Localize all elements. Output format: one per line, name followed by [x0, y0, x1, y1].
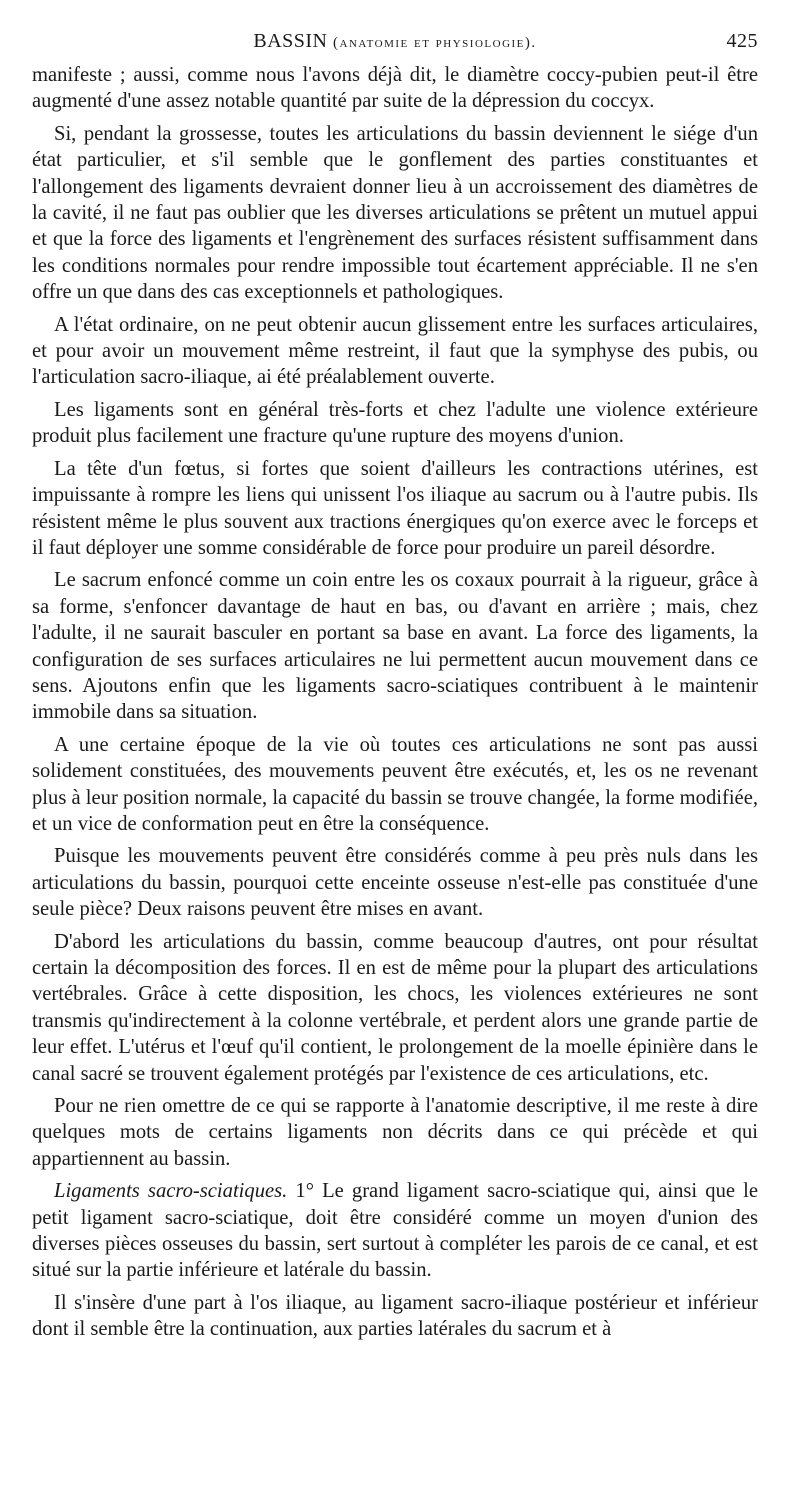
section-heading: Ligaments sacro-sciatiques. [54, 1180, 288, 1203]
body-text [32, 62, 758, 1343]
paragraph: Il s'insère d'une part à l'os iliaque, au ligament sacro-iliaque postérieur et inférieur dont il semble être la continuation, aux parties latérales du sacrum et à [32, 1291, 758, 1341]
paragraph-text: 1° Le grand ligament sacro-sciatique qui, ainsi que le petit ligament sacro-sciatique, doit être considéré comme un moyen d'union des diverses pièces osseuses du bassin, sert surtout à compléter les parois de ce canal, et est situé sur la partie inférieure et latérale du bassin. [32, 1180, 758, 1282]
ligaments-paragraph [32, 1178, 758, 1284]
paragraph: A une certaine époque de la vie où toutes ces articulations ne sont pas aussi solidement constituées, des mouvements peuvent être exécutés, et, les os ne revenant plus à leur position normale, la capacité du bassin se trouve changée, la forme modifiée, et un vice de conformation peut en être la conséquence. [32, 733, 758, 835]
paragraph: Le sacrum enfoncé comme un coin entre les os coxaux pourrait à la rigueur, grâce à sa forme, s'enfoncer davantage de haut en bas, ou d'avant en arrière ; mais, chez l'adulte, il ne saurait basculer en portant sa base en avant. La force des ligaments, la configuration de ses surfaces articulaires ne lui permettent aucun mouvement dans ce sens. Ajoutons enfin que les ligaments sacro-sciatiques contribuent à le maintenir immobile dans sa situation. [32, 569, 758, 724]
page-number: 425 [726, 30, 758, 52]
running-title-subtitle: (anatomie et physiologie). [333, 35, 537, 51]
paragraph: A l'état ordinaire, on ne peut obtenir aucun glissement entre les surfaces articulaires, et pour avoir un mouvement même restreint, il faut que la symphyse des pubis, ou l'articulation sacro-iliaque, ai été préalablement ouverte. [32, 313, 758, 389]
paragraph: La tête d'un fœtus, si fortes que soient d'ailleurs les contractions utérines, est impuissante à rompre les liens qui unissent l'os iliaque au sacrum ou à l'autre pubis. Ils résistent même le plus souvent aux tractions énergiques qu'on exerce avec le forceps et il faut déployer une somme considérable de force pour produire un pareil désordre. [32, 457, 758, 559]
paragraph: manifeste ; aussi, comme nous l'avons déjà dit, le diamètre coccy-pubien peut-il être augmenté d'une assez notable quantité par suite de la dépression du coccyx. [32, 64, 758, 113]
running-header [32, 30, 758, 60]
paragraph: Les ligaments sont en général très-forts et chez l'adulte une violence extérieure produit plus facilement une fracture qu'une rupture des moyens d'union. [32, 398, 758, 448]
running-title-main: BASSIN [253, 30, 328, 52]
running-title [32, 30, 758, 53]
paragraph: D'abord les articulations du bassin, comme beaucoup d'autres, ont pour résultat certain la décomposition des forces. Il en est de même pour la plupart des articulations vertébrales. Grâce à cette disposition, les chocs, les violences extérieures ne sont transmis qu'indirectement à la colonne vertébrale, et perdent alors une grande partie de leur effet. L'utérus et l'œuf qu'il contient, le prolongement de la moelle épinière dans le canal sacré se trouvent également protégés par l'existence de ces articulations, etc. [32, 930, 758, 1085]
paragraph: Puisque les mouvements peuvent être considérés comme à peu près nuls dans les articulations du bassin, pourquoi cette enceinte osseuse n'est-elle pas constituée d'une seule pièce? Deux raisons peuvent être mises en avant. [32, 845, 758, 921]
paragraph: Si, pendant la grossesse, toutes les articulations du bassin deviennent le siége d'un état particulier, et s'il semble que le gonflement des parties constituantes et l'allongement des ligaments devraient donner lieu à un accroissement des diamètres de la cavité, il ne faut pas oublier que les diverses articulations se prêtent un mutuel appui et que la force des ligaments et l'engrènement des surfaces résistent suffisamment dans les conditions normales pour rendre impossible tout écartement appréciable. Il ne s'en offre un que dans des cas exceptionnels et pathologiques. [32, 122, 758, 304]
paragraph: Pour ne rien omettre de ce qui se rapporte à l'anatomie descriptive, il me reste à dire quelques mots de certains ligaments non décrits dans ce qui précède et qui appartiennent au bassin. [32, 1095, 758, 1170]
